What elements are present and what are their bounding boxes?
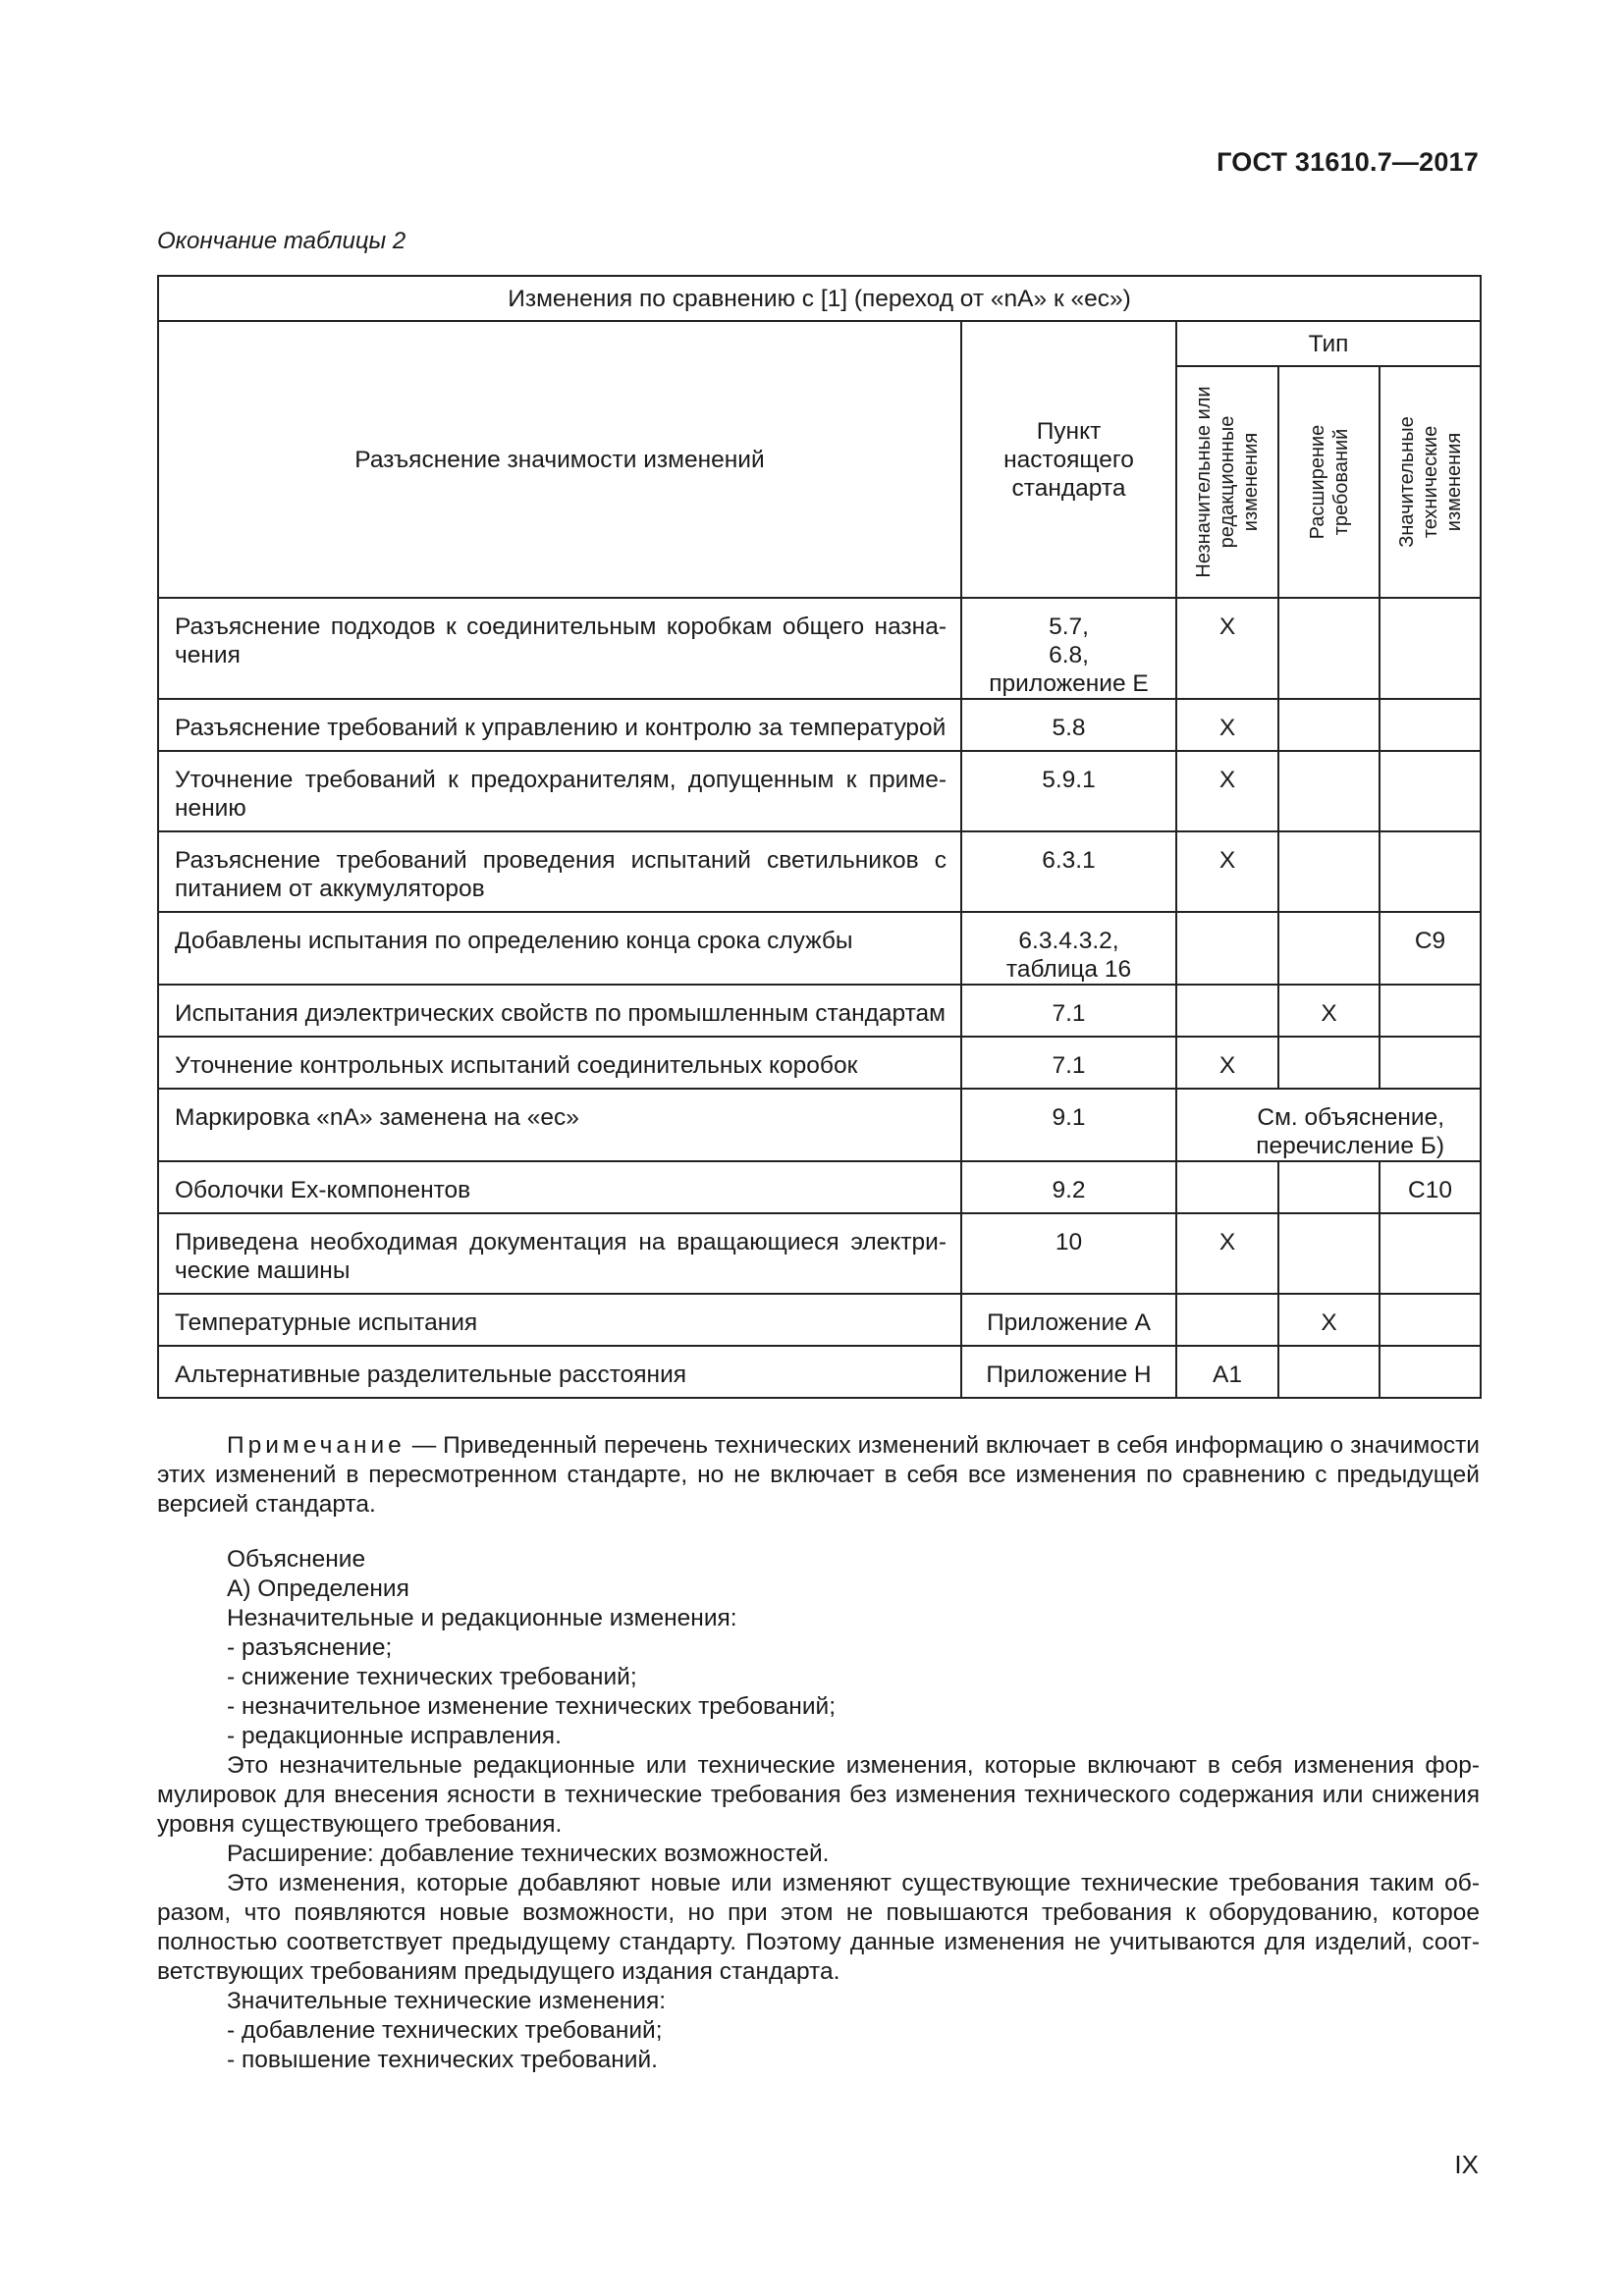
explanation-line: - снижение технических требований;: [227, 1664, 637, 1690]
explanation-line: Незначительные и редакционные изменения:: [227, 1605, 737, 1631]
type-major-mark: [1380, 1213, 1481, 1294]
table-row: [158, 1346, 1481, 1398]
page-number: IX: [1454, 2150, 1479, 2179]
type-minor-mark: [1176, 985, 1278, 1037]
type-major-mark: C10: [1380, 1161, 1481, 1213]
type-major-mark: [1380, 1346, 1481, 1398]
clause-reference: Приложение А: [961, 1294, 1176, 1346]
type-major-mark: [1380, 598, 1481, 699]
explanation-line: Это изменения, которые добавляют новые или изменяют существующие технические требования таким образом, что появляются новые возможности, но при этом не повышаются требования к оборудованию, которое полностью соответствует предыдущему стандарту. Поэтому данные изменения не учитываются для изделий, соответствующих требованиям предыдущего издания стандарта.: [157, 1870, 1480, 1985]
type-major-mark: [1380, 751, 1481, 831]
col-header-extension-label: Расширение требований: [1306, 424, 1352, 540]
type-extension-mark: [1278, 751, 1380, 831]
clause-reference: 6.3.1: [961, 831, 1176, 912]
type-merged-note: См. объяснение, перечисление Б): [1176, 1089, 1481, 1161]
change-description: Добавлены испытания по определению конца срока службы: [158, 912, 961, 985]
type-extension-mark: X: [1278, 1294, 1380, 1346]
table-row: [158, 1213, 1481, 1294]
explanation-line: Это незначительные редакционные или технические изменения, которые включают в себя изменения формулировок для внесения ясности в технические требования без изменения технического содержания или снижения уровня существующего требования.: [157, 1752, 1480, 1838]
type-major-mark: [1380, 985, 1481, 1037]
col-header-description: Разъяснение значимости изменений: [158, 321, 961, 598]
change-description: Температурные испытания: [158, 1294, 961, 1346]
explanation-line: Значительные технические изменения:: [227, 1988, 667, 2014]
type-minor-mark: X: [1176, 1213, 1278, 1294]
table-row: [158, 831, 1481, 912]
type-minor-mark: X: [1176, 751, 1278, 831]
type-minor-mark: X: [1176, 699, 1278, 751]
type-major-mark: [1380, 1294, 1481, 1346]
type-major-mark: C9: [1380, 912, 1481, 985]
note-label: Примечание: [227, 1432, 406, 1459]
table-row: [158, 751, 1481, 831]
type-minor-mark: X: [1176, 831, 1278, 912]
change-description: Разъяснение требований проведения испытаний светильников с питанием от аккумуляторов: [158, 831, 961, 912]
explanation-line: - разъяснение;: [227, 1634, 393, 1661]
explanation-line: - редакционные исправления.: [227, 1723, 562, 1749]
table-top-header: Изменения по сравнению с [1] (переход от «nA» к «ec»): [158, 276, 1481, 321]
type-minor-mark: X: [1176, 598, 1278, 699]
type-extension-mark: [1278, 699, 1380, 751]
note-text: — Приведенный перечень технических изменений включает в себя информацию о значимости этих изменений в пересмотренном стандарте, но не включает в себя все изменения по сравнению с предыдущей версией стандарта.: [157, 1432, 1480, 1518]
col-header-extension: [1278, 366, 1380, 598]
table-row: [158, 1037, 1481, 1089]
change-description: Альтернативные разделительные расстояния: [158, 1346, 961, 1398]
table-row: [158, 1161, 1481, 1213]
col-header-clause: Пункт настоящего стандарта: [961, 321, 1176, 598]
type-minor-mark: X: [1176, 1037, 1278, 1089]
type-major-mark: [1380, 831, 1481, 912]
type-minor-mark: A1: [1176, 1346, 1278, 1398]
change-description: Уточнение контрольных испытаний соединительных коробок: [158, 1037, 961, 1089]
col-header-minor-label: Незначительные или редакционные изменения: [1193, 386, 1262, 578]
notes-section: [157, 1431, 1480, 2075]
table-row: [158, 1294, 1481, 1346]
clause-reference: 5.9.1: [961, 751, 1176, 831]
change-description: Уточнение требований к предохранителям, допущенным к применению: [158, 751, 961, 831]
explanation-line: - добавление технических требований;: [227, 2017, 663, 2044]
type-extension-mark: [1278, 1213, 1380, 1294]
explanation-line: - повышение технических требований.: [227, 2047, 658, 2073]
type-extension-mark: [1278, 831, 1380, 912]
change-description: Разъяснение подходов к соединительным коробкам общего назначения: [158, 598, 961, 699]
col-header-type: Тип: [1176, 321, 1481, 366]
document-code: ГОСТ 31610.7—2017: [1217, 147, 1479, 177]
table-note: [157, 1431, 1480, 1520]
table-header-row: [158, 321, 1481, 366]
type-extension-mark: [1278, 1037, 1380, 1089]
type-minor-mark: [1176, 912, 1278, 985]
clause-reference: 7.1: [961, 985, 1176, 1037]
explanation-line: - незначительное изменение технических требований;: [227, 1693, 837, 1720]
change-description: Маркировка «nA» заменена на «ec»: [158, 1089, 961, 1161]
change-description: Приведена необходимая документация на вращающиеся электрические машины: [158, 1213, 961, 1294]
col-header-minor: [1176, 366, 1278, 598]
table-row: [158, 598, 1481, 699]
explanation-line: Объяснение: [227, 1546, 366, 1573]
type-extension-mark: [1278, 912, 1380, 985]
clause-reference: 5.8: [961, 699, 1176, 751]
explanation-block: [157, 1545, 1480, 2075]
clause-reference: 7.1: [961, 1037, 1176, 1089]
table-row: [158, 1089, 1481, 1161]
change-description: Испытания диэлектрических свойств по промышленным стандартам: [158, 985, 961, 1037]
col-header-major-label: Значительные технические изменения: [1395, 416, 1465, 548]
type-minor-mark: [1176, 1294, 1278, 1346]
clause-reference: Приложение Н: [961, 1346, 1176, 1398]
clause-reference: 9.1: [961, 1089, 1176, 1161]
explanation-line: Расширение: добавление технических возможностей.: [227, 1841, 830, 1867]
clause-reference: 9.2: [961, 1161, 1176, 1213]
change-description: Разъяснение требований к управлению и контролю за температурой: [158, 699, 961, 751]
type-major-mark: [1380, 699, 1481, 751]
clause-reference: 5.7, 6.8, приложение Е: [961, 598, 1176, 699]
col-header-major: [1380, 366, 1481, 598]
type-minor-mark: [1176, 1161, 1278, 1213]
table-row: [158, 912, 1481, 985]
table-row: [158, 699, 1481, 751]
type-extension-mark: X: [1278, 985, 1380, 1037]
table-top-header-row: [158, 276, 1481, 321]
clause-reference: 6.3.4.3.2, таблица 16: [961, 912, 1176, 985]
changes-table: [157, 275, 1482, 1399]
type-extension-mark: [1278, 1346, 1380, 1398]
type-major-mark: [1380, 1037, 1481, 1089]
table-caption: Окончание таблицы 2: [157, 228, 406, 254]
change-description: Оболочки Ex-компонентов: [158, 1161, 961, 1213]
table-row: [158, 985, 1481, 1037]
explanation-line: А) Определения: [227, 1575, 409, 1602]
clause-reference: 10: [961, 1213, 1176, 1294]
type-extension-mark: [1278, 1161, 1380, 1213]
type-extension-mark: [1278, 598, 1380, 699]
